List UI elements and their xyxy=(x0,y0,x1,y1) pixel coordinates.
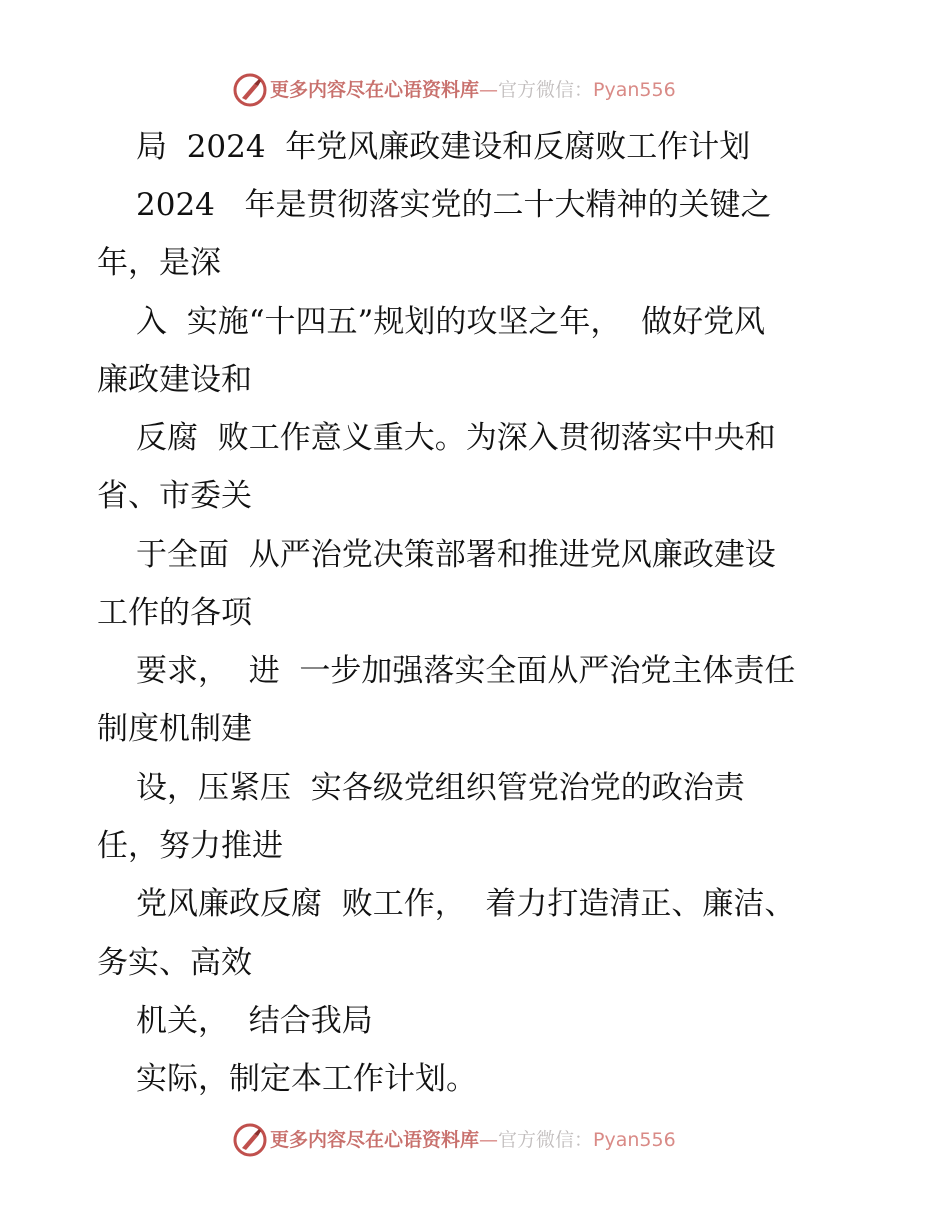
text-line: 务实、高效 xyxy=(97,945,252,981)
watermark-wechat-label: 官方微信： xyxy=(498,1129,594,1151)
watermark-brand: 更多内容尽在心语资料库 xyxy=(270,79,480,101)
footer-watermark xyxy=(0,1120,950,1160)
text-line: 工作的各项 xyxy=(97,595,252,631)
text-line: 于全面 从严治党决策部署和推进党风廉政建设 xyxy=(136,537,776,573)
text-line: 机关， 结合我局 xyxy=(136,1003,373,1039)
pen-logo-icon xyxy=(232,1122,268,1158)
watermark-wechat-id: Pyan556 xyxy=(593,1129,676,1151)
text-line: 入 实施“十四五”规划的攻坚之年， 做好党风 xyxy=(136,304,766,340)
text-line: 要求， 进 一步加强落实全面从严治党主体责任 xyxy=(136,653,796,689)
text-line: 省、市委关 xyxy=(97,478,252,514)
text-line: 年，是深 xyxy=(97,245,221,281)
watermark-separator: — xyxy=(479,1129,499,1151)
watermark-brand: 更多内容尽在心语资料库 xyxy=(270,1129,480,1151)
text-line: 任，努力推进 xyxy=(97,828,283,864)
header-watermark xyxy=(0,70,950,110)
watermark-wechat-label: 官方微信： xyxy=(498,79,594,101)
text-line: 实际，制定本工作计划。 xyxy=(136,1061,477,1097)
watermark-text xyxy=(270,1128,676,1152)
text-line: 廉政建设和 xyxy=(97,362,252,398)
text-line: 党风廉政反腐 败工作， 着力打造清正、廉洁、 xyxy=(136,886,796,922)
pen-logo-icon xyxy=(232,72,268,108)
text-line: 2024 年是贯彻落实党的二十大精神的关键之 xyxy=(136,187,772,223)
watermark-separator: — xyxy=(479,79,499,101)
watermark-text xyxy=(270,78,676,102)
text-line: 制度机制建 xyxy=(97,711,252,747)
watermark-wechat-id: Pyan556 xyxy=(593,79,676,101)
text-line: 反腐 败工作意义重大。为深入贯彻落实中央和 xyxy=(136,420,776,456)
document-title: 局 2024 年党风廉政建设和反腐败工作计划 xyxy=(136,129,751,165)
text-line: 设，压紧压 实各级党组织管党治党的政治责 xyxy=(136,770,745,806)
